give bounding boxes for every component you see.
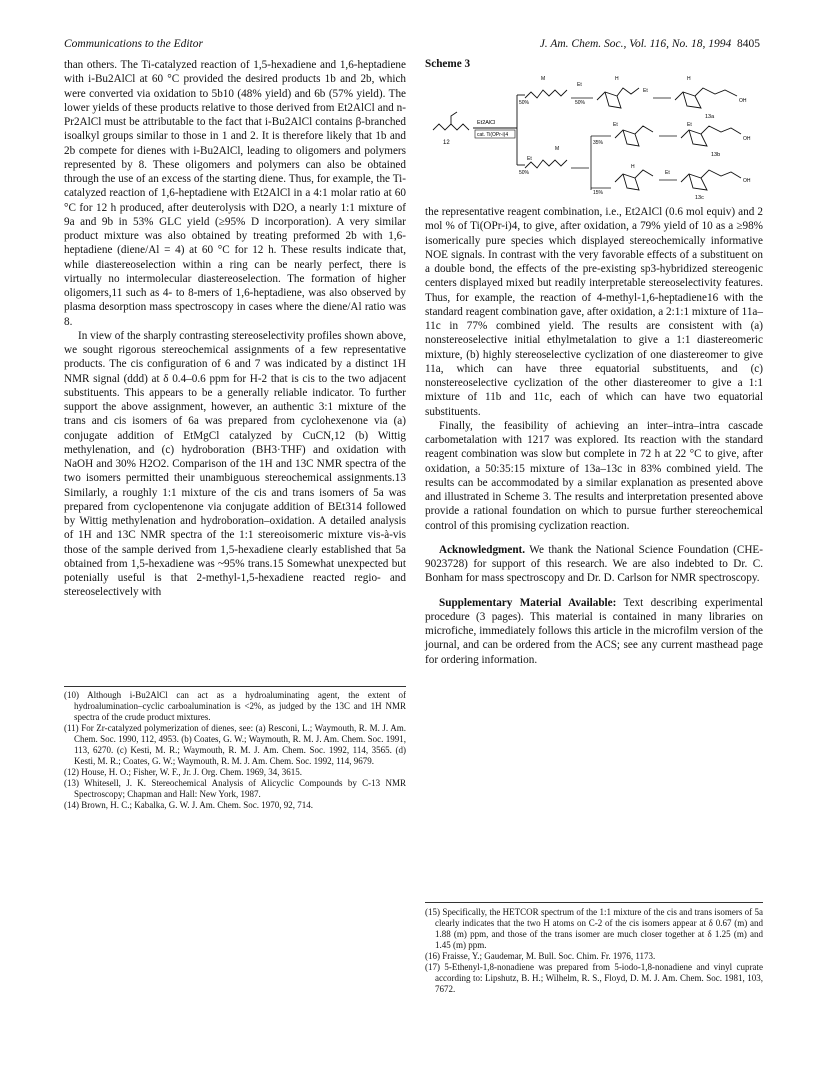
paragraph: than others. The Ti-catalyzed reaction of 1,5-hexadiene and 1,6-heptadiene with i-Bu2AlCl at 60 °C provided the desired products 1b and 2b, which were converted via oxidation to 5b10 (48% yield) and 6b (57% yield). The lower yields of these products relative to those derived from Et2AlCl and n-Pr2AlCl must be attributable to the fact that i-Bu2AlCl contains β-branched isoalkyl groups similar to those in 1 and 2. It is therefore likely that 1b and 2b compete for dienes with i-Bu2AlCl, leading to oligomers and polymers represented by 8. These oligomers and polymers can also be obtained through the use of an excess of the starting diene. Thus, for example, the Ti-catalyzed reaction of 1,6-heptadiene with Et2AlCl in a 4:1 molar ratio at 60 °C for 12 h produced, after deuterolysis with D2O, a nearly 1:1 mixture of 9a and 9b in 53% GLC yield (≥95% D incorporation). A very similar product mixture was also obtained by treating preformed 2b with 1,6-heptadiene (diene/Al = 4) at 60 °C for 12 h. These results indicate that, while diastereoselection within a ring can be nearly perfect, there is virtually no intermolecular diastereoselection. The formation of higher oligomers,11 such as 4- to 8-mers of 1,6-heptadiene, was also observed by plasma desorption mass spectroscopy in cases where the diene/Al ratio was 8.: [64, 59, 406, 328]
paragraph: the representative reagent combination, i.e., Et2AlCl (0.6 mol equiv) and 2 mol % of Ti(OPr-i)4, to give, after oxidation, a 79% yield of 10 as a ≥98% isomerically pure species which displayed stereochemically informative NOE signals. In contrast with the very favorable effects of a substituent on a double bond, the effects of the pre-existing sp3-hybridized stereogenic centers displayed mixed but readily interpretable stereoselectivity features. Thus, for example, the reaction of 4-methyl-1,6-heptadiene16 with the standard reagent combination gave, after oxidation, a 2:1:1 mixture of 11a–11c in 77% combined yield. The results are consistent with (a) nonstereoselective initial ethylmetalation to give a 1:1 diastereomeric mixture, (b) highly stereoselective cyclization of one diastereomer to give 11a, which can have three equatorial substituents, and (c) nonstereoselective cyclization of the other diastereomer to give a 1:1 mixture of 11b and 11c, each of which can have two equatorial substituents.: [425, 206, 763, 418]
acknowledgment-heading: Acknowledgment.: [439, 543, 526, 556]
supplementary-text: Text describing experimental procedure (3 pages). This material is contained in many libraries on microfiche, immediately follows this article in the microfilm version of the journal, and can be ordered from the ACS; see any current masthead page for ordering information.: [425, 596, 764, 666]
supplementary-material: [425, 596, 763, 667]
page-number: 8405: [737, 38, 760, 50]
ethyl-label: Et: [577, 82, 582, 88]
pct-low: 15%: [593, 190, 604, 196]
ethyl-label: Et: [527, 156, 532, 162]
intermediate-13c: [615, 170, 653, 190]
footnote-rule: [64, 686, 406, 687]
scheme-3-diagram: [425, 70, 763, 200]
pct-top-2: 50%: [575, 100, 586, 106]
ethyl-label: Et: [643, 88, 648, 94]
intermediate-13b: [615, 126, 653, 146]
paragraph: Finally, the feasibility of achieving an inter–intra–intra cascade carbometalation with 1217 was explored. Its reaction with the standard reagent combination was slow but complete in 72 h at 22 °C to give, after oxidation, a 50:35:15 mixture of 13a–13c in 83% combined yield. The results can be accommodated by a similar explanation as presented above and illustrated in Scheme 3. The results and interpretation presented above provide a rational foundation on which to pursue further stereochemical control of this promising cyclization reaction.: [425, 419, 763, 532]
ethyl-label: Et: [687, 122, 692, 128]
left-footnotes: [64, 690, 406, 811]
hydrogen-label: H: [631, 164, 635, 170]
pct-bot-1: 50%: [519, 170, 530, 176]
paragraph: In view of the sharply contrasting stereoselectivity profiles shown above, we sought rigorous stereochemical assignments of a few representative products. The cis configuration of 6 and 7 was indicated by a distinct 1H NMR signal (ddd) at δ 0.4–0.6 ppm for H-2 that is cis to the two adjacent substituents. This appears to be a generally reliable indicator. To further support the above assignment, however, an authentic 3:1 mixture of the trans and cis isomers of 6a was prepared from cyclohexenone via (a) conjugate addition of EtMgCl catalyzed by CuCN,12 (b) Wittig methylenation, and (c) hydroboration (BH3·THF) and oxidation with NaOH and 30% H2O2. Comparison of the 1H and 13C NMR spectra of the two isomers permitted their unambiguous stereochemical assignments.13 Similarly, a roughly 1:1 mixture of the cis and trans isomers of 5a was prepared from cyclopentenone via conjugate addition of BEt314 followed by Wittig methylenation and hydroboration–oxidation. A detailed analysis of 1H and 13C NMR spectra of the 1:1 stereoisomeric mixture vis-à-vis those of the sample derived from 1,5-hexadiene clearly established that 5a obtained from 1,5-hexadiene was ~95% trans.15 Somewhat unexpected but potenially useful is that 2-methyl-1,5-hexadiene reacted regio- and stereoselectively with: [64, 329, 406, 599]
product-13c-label: 13c: [695, 195, 704, 200]
ring-13a-precursor: [597, 88, 639, 108]
running-head-section: Communications to the Editor: [64, 38, 203, 50]
acknowledgment: [425, 543, 763, 586]
footnote: (14) Brown, H. C.; Kabalka, G. W. J. Am. Chem. Soc. 1970, 92, 714.: [64, 800, 313, 810]
footnote: (11) For Zr-catalyzed polymerization of dienes, see: (a) Resconi, L.; Waymouth, R. M. J. Am. Chem. Soc. 1990, 112, 4953. (b) Coates, G. W.; Waymouth, R. M. J. Am. Chem. Soc. 1991, 113, 6270. (c) Kesti, M. R.; Waymouth, R. M. J. Am. Chem. Soc. 1992, 114, 3565. (d) Kesti, M. R.; Coates, G. W.; Waymouth, R. M. J. Am. Chem. Soc. 1992, 114, 9679.: [64, 723, 406, 766]
acknowledgment-text: We thank the National Science Foundation (CHE-9023728) for support of this research. We are also indebted to Dr. C. Bonham for mass spectroscopy and Dr. D. Carlson for NMR spectroscopy.: [425, 543, 763, 585]
hydroxyl-label: OH: [739, 98, 747, 104]
right-column: [425, 205, 763, 667]
pct-top-1: 50%: [519, 100, 530, 106]
journal-citation: J. Am. Chem. Soc., Vol. 116, No. 18, 1994: [539, 38, 732, 50]
product-13b: [681, 126, 741, 146]
supplementary-heading: Supplementary Material Available:: [439, 596, 617, 609]
footnote: (15) Specifically, the HETCOR spectrum of the 1:1 mixture of the cis and trans isomers of 5a clearly indicates that the two H atoms on C-2 of the cis isomers appear at δ 0.67 (m) and 1.88 (m) ppm, and those of the trans isomer are much closer together at δ 1.25 (m) and 1.45 (m) ppm.: [425, 907, 763, 950]
footnote: (13) Whitesell, J. K. Stereochemical Analysis of Alicyclic Compounds by C-13 NMR Spectroscopy; Chapman and Hall: New York, 1987.: [64, 778, 406, 799]
hydroxyl-label: OH: [743, 136, 751, 142]
footnote: (12) House, H. O.; Fisher, W. F., Jr. J. Org. Chem. 1969, 34, 3615.: [64, 767, 303, 777]
footnote-rule: [425, 902, 763, 903]
compound-12-label: 12: [443, 140, 450, 146]
hydrogen-label: H: [687, 76, 691, 82]
hydroxyl-label: OH: [743, 178, 751, 184]
compound-12: [433, 112, 469, 130]
product-13a-label: 13a: [705, 114, 715, 120]
footnote: (17) 5-Ethenyl-1,8-nonadiene was prepared from 5-iodo-1,8-nonadiene and vinyl cuprate according to: Lipshutz, B. H.; Wilhelm, R. S., Floyd, D. M. J. Am. Chem. Soc. 1981, 103, 7672.: [425, 962, 763, 994]
hydrogen-label: H: [615, 76, 619, 82]
metal-label: M: [541, 76, 546, 82]
footnote: (16) Fraisse, Y.; Gaudemar, M. Bull. Soc. Chim. Fr. 1976, 1173.: [425, 951, 656, 961]
product-13b-label: 13b: [711, 152, 721, 158]
scheme-title: Scheme 3: [425, 58, 471, 70]
pct-mid: 35%: [593, 140, 604, 146]
left-column: [64, 58, 406, 600]
footnote: (10) Although i-Bu2AlCl can act as a hydroaluminating agent, the extent of hydroalumination–cyclic carboalumination is <2%, as judged by the 13C and 1H NMR spectra of the crude product mixtures.: [64, 690, 406, 722]
product-13a: [675, 88, 737, 108]
reagent-bottom: cat. Ti(OPr-i)4: [477, 132, 509, 138]
ethyl-label: Et: [665, 170, 670, 176]
right-footnotes: [425, 907, 763, 995]
top-intermediate: [525, 90, 567, 98]
running-head-journal: [470, 38, 760, 50]
product-13c: [681, 170, 741, 190]
reagent-top: Et2AlCl: [477, 120, 496, 126]
metal-label: M: [555, 146, 560, 152]
ethyl-label: Et: [613, 122, 618, 128]
